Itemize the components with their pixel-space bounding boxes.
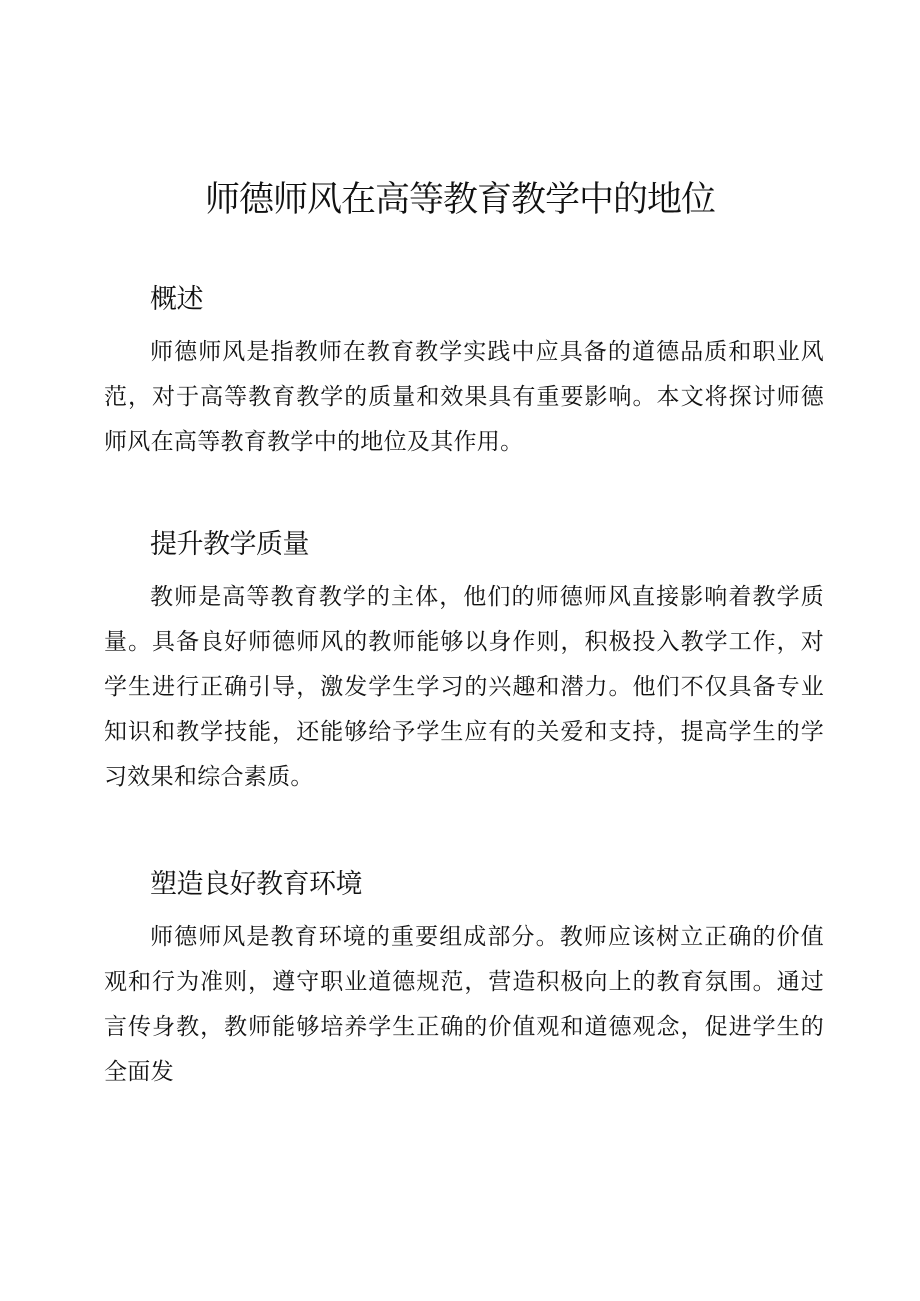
section-paragraph: 师德师风是指教师在教育教学实践中应具备的道德品质和职业风范，对于高等教育教学的质量和效果具有重要影响。本文将探讨师德师风在高等教育教学中的地位及其作用。 bbox=[104, 339, 824, 455]
section-heading: 提升教学质量 bbox=[150, 529, 309, 560]
section-heading: 概述 bbox=[150, 284, 203, 315]
document-title: 师德师风在高等教育教学中的地位 bbox=[204, 180, 715, 220]
section-improve-teaching-quality bbox=[104, 525, 824, 800]
section-shape-education-environment bbox=[104, 865, 824, 1095]
section-paragraph: 教师是高等教育教学的主体，他们的师德师风直接影响着教学质量。具备良好师德师风的教师能够以身作则，积极投入教学工作，对学生进行正确引导，激发学生学习的兴趣和潜力。他们不仅具备专业知识和教学技能，还能够给予学生应有的关爱和支持，提高学生的学习效果和综合素质。 bbox=[104, 584, 824, 790]
section-overview bbox=[104, 280, 824, 465]
section-paragraph: 师德师风是教育环境的重要组成部分。教师应该树立正确的价值观和行为准则，遵守职业道德规范，营造积极向上的教育氛围。通过言传身教，教师能够培养学生正确的价值观和道德观念，促进学生的全面发 bbox=[104, 924, 824, 1085]
section-heading: 塑造良好教育环境 bbox=[150, 869, 362, 900]
